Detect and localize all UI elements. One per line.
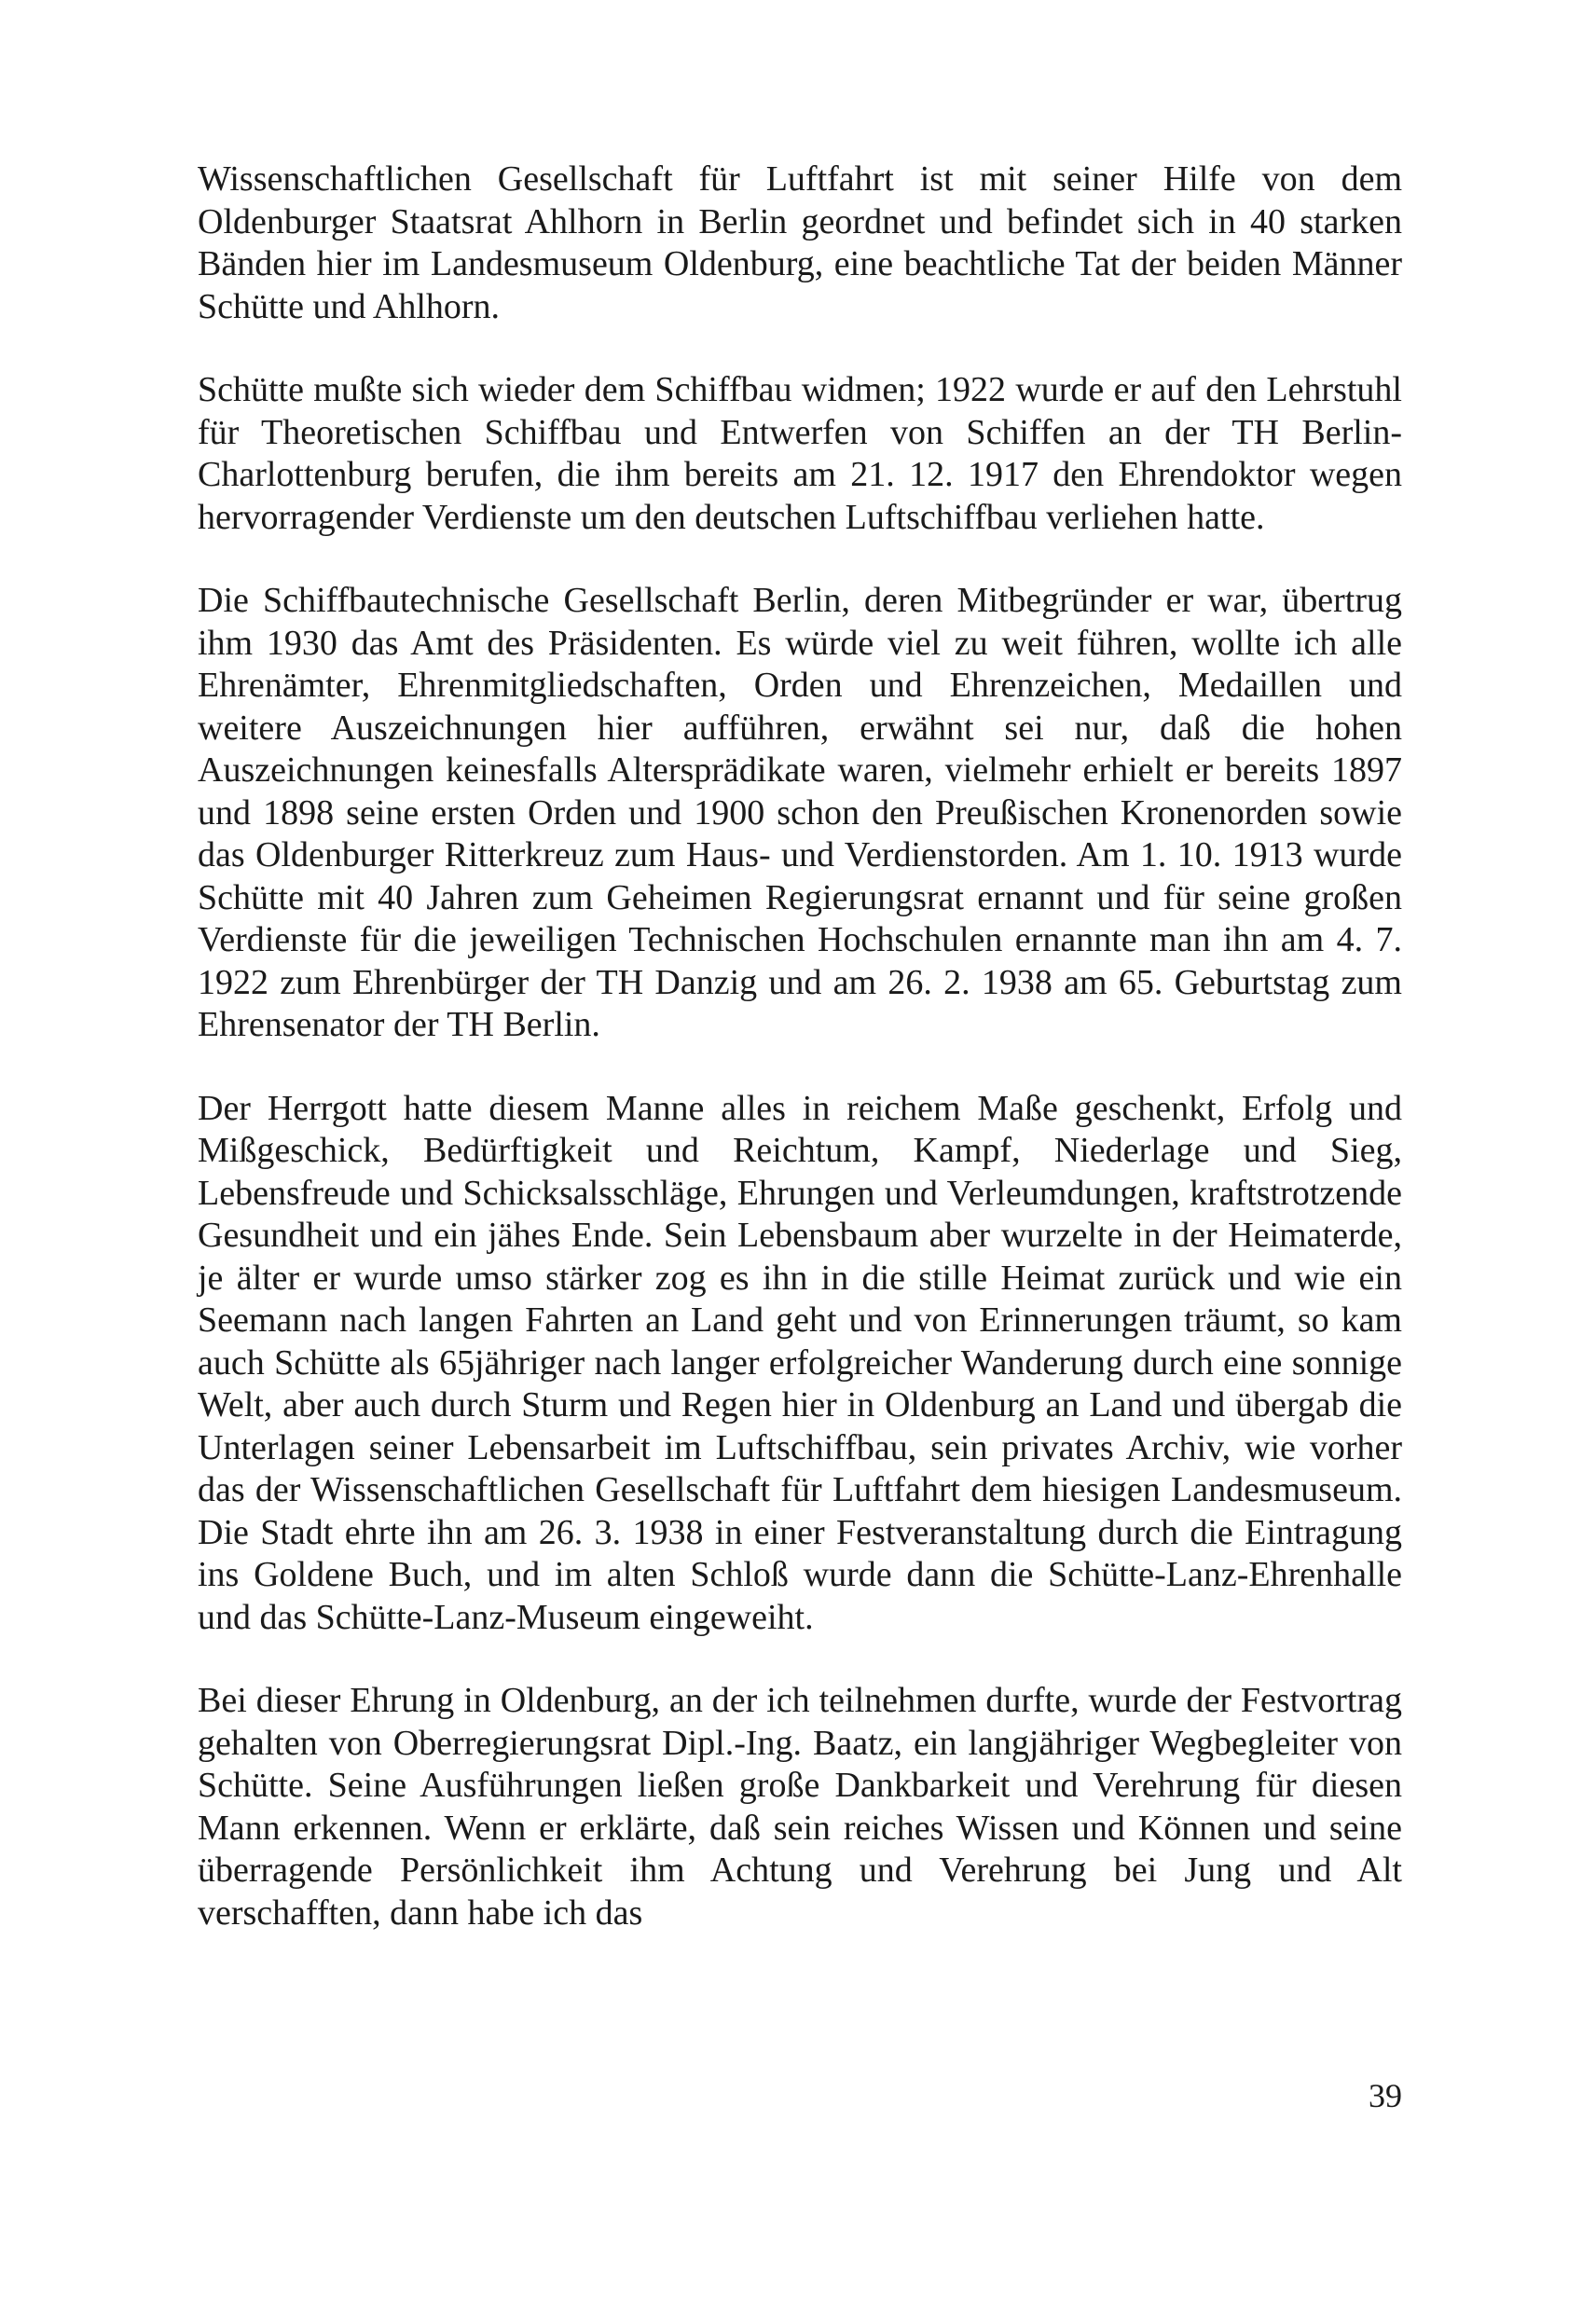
page-number: 39 [1369, 2077, 1402, 2114]
paragraph-5: Bei dieser Ehrung in Oldenburg, an der ich teilnehmen durfte, wurde der Festvortrag gehalten von Oberregierungsrat Dipl.-Ing. Baatz, ein langjähriger Wegbegleiter von Schütte. Seine Ausführungen ließen große Dankbarkeit und Verehrung für diesen Mann erkennen. Wenn er erklärte, daß sein reiches Wissen und Können und seine überragende Persönlichkeit ihm Achtung und Verehrung bei Jung und Alt verschafften, dann habe ich das [198, 1681, 1402, 1933]
paragraph-2: Schütte mußte sich wieder dem Schiffbau widmen; 1922 wurde er auf den Lehrstuhl für Theoretischen Schiffbau und Entwerfen von Schiffen an der TH Berlin-Charlottenburg berufen, die ihm bereits am 21. 12. 1917 den Ehrendoktor wegen hervorragender Verdienste um den deutschen Luftschiffbau verliehen hatte. [198, 370, 1402, 537]
paragraph-1: Wissenschaftlichen Gesellschaft für Luftfahrt ist mit seiner Hilfe von dem Oldenburger Staatsrat Ahlhorn in Berlin geordnet und befindet sich in 40 starken Bänden hier im Landesmuseum Oldenburg, eine beachtliche Tat der beiden Männer Schütte und Ahlhorn. [198, 159, 1402, 326]
paragraph-3: Die Schiffbautechnische Gesellschaft Berlin, deren Mitbegründer er war, übertrug ihm 1930 das Amt des Präsidenten. Es würde viel zu weit führen, wollte ich alle Ehrenämter, Ehrenmitgliedschaften, Orden und Ehrenzeichen, Medaillen und weitere Auszeichnungen hier aufführen, erwähnt sei nur, daß die hohen Auszeichnungen keinesfalls Altersprädikate waren, vielmehr erhielt er bereits 1897 und 1898 seine ersten Orden und 1900 schon den Preußischen Kronenorden sowie das Oldenburger Ritterkreuz zum Haus- und Verdienstorden. Am 1. 10. 1913 wurde Schütte mit 40 Jahren zum Geheimen Regierungsrat ernannt und für seine großen Verdienste für die jeweiligen Technischen Hochschulen ernannte man ihn am 4. 7. 1922 zum Ehrenbürger der TH Danzig und am 26. 2. 1938 am 65. Geburtstag zum Ehrensenator der TH Berlin. [198, 581, 1402, 1044]
paragraph-4: Der Herrgott hatte diesem Manne alles in reichem Maße geschenkt, Erfolg und Mißgeschick, Bedürftigkeit und Reichtum, Kampf, Niederlage und Sieg, Lebensfreude und Schicksalsschläge, Ehrungen und Verleumdungen, kraftstrotzende Gesundheit und ein jähes Ende. Sein Lebensbaum aber wurzelte in der Heimaterde, je älter er wurde umso stärker zog es ihn in die stille Heimat zurück und wie ein Seemann nach langen Fahrten an Land geht und von Erinnerungen träumt, so kam auch Schütte als 65jähriger nach langer erfolgreicher Wanderung durch eine sonnige Welt, aber auch durch Sturm und Regen hier in Oldenburg an Land und übergab die Unterlagen seiner Lebensarbeit im Luftschiffbau, sein privates Archiv, wie vorher das der Wissenschaftlichen Gesellschaft für Luftfahrt dem hiesigen Landesmuseum. Die Stadt ehrte ihn am 26. 3. 1938 in einer Festveranstaltung durch die Eintragung ins Goldene Buch, und im alten Schloß wurde dann die Schütte-Lanz-Ehrenhalle und das Schütte-Lanz-Museum eingeweiht. [198, 1088, 1402, 1637]
body-text [198, 158, 1402, 1934]
